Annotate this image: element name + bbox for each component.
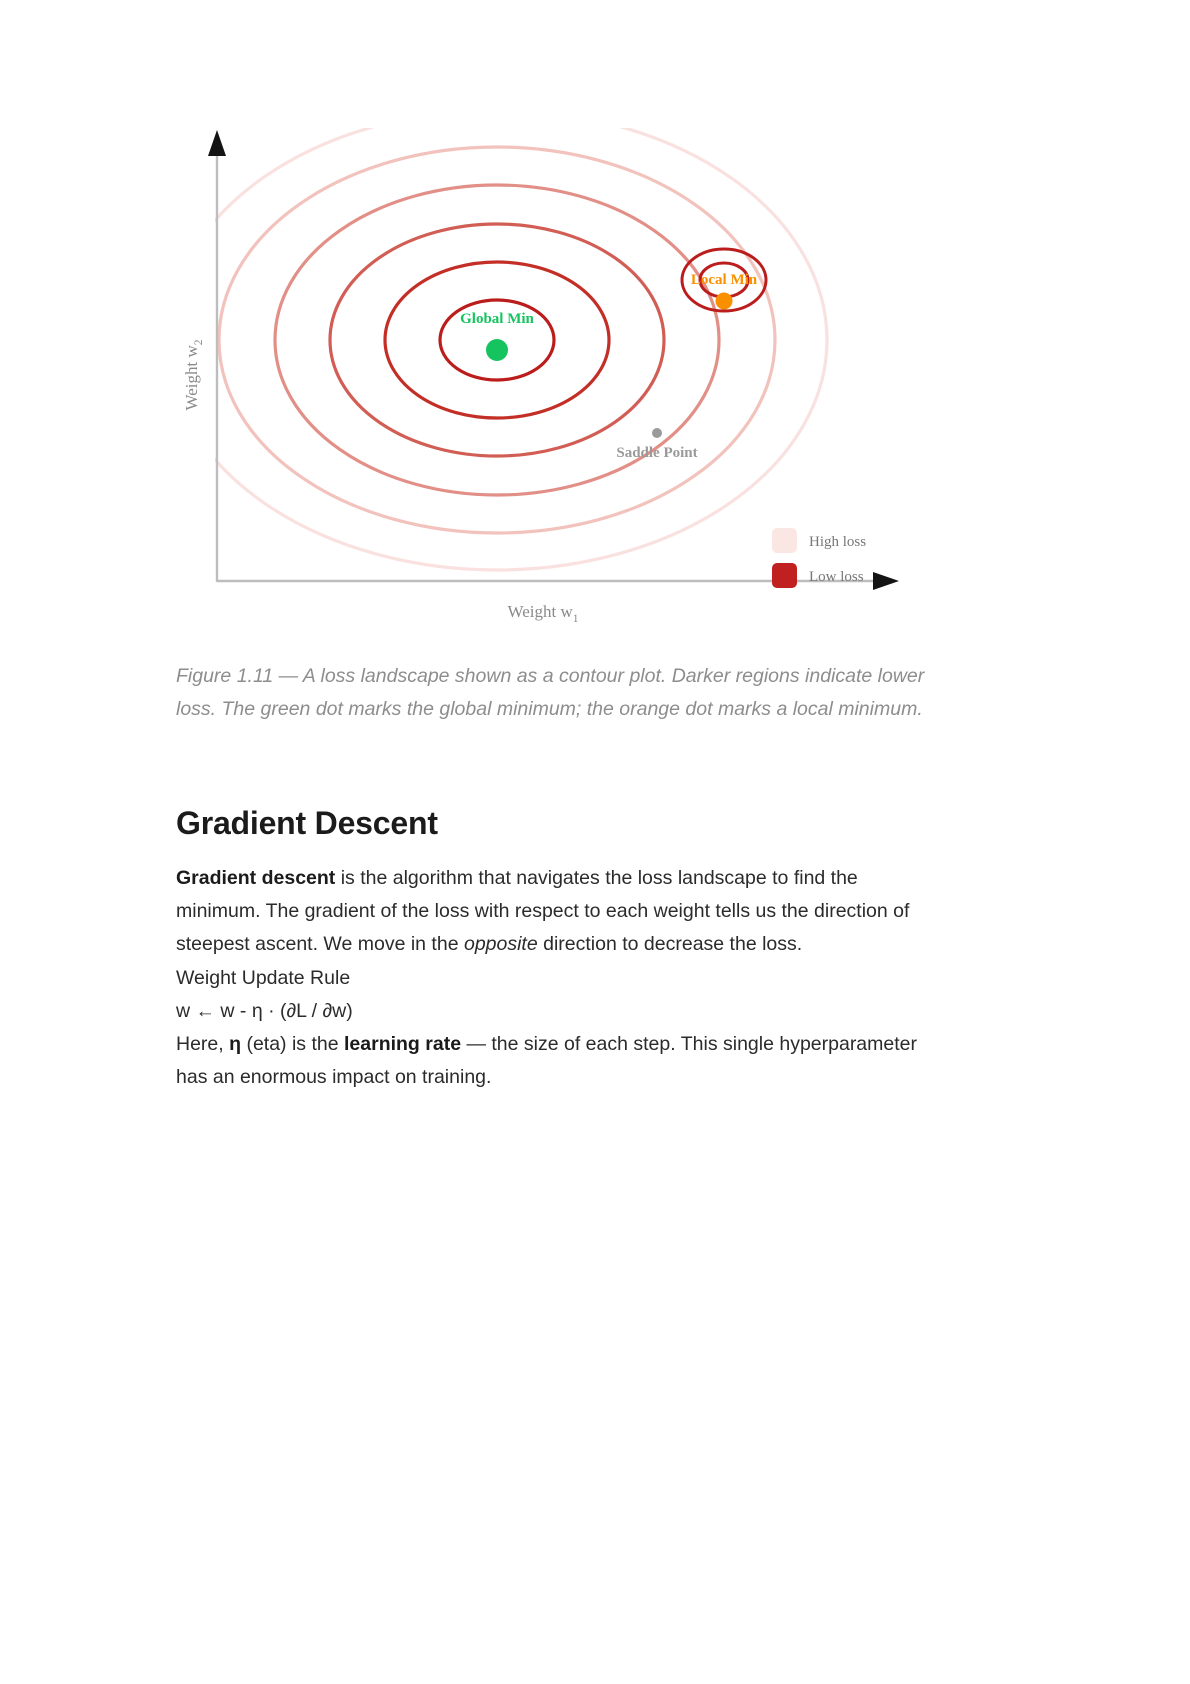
- y-axis-arrowhead: [208, 130, 226, 156]
- x-axis-label: Weight $w_1$: [507, 602, 579, 625]
- paragraph-italic-opposite: opposite: [463, 932, 538, 955]
- paragraph-weight-update: [176, 962, 936, 1094]
- legend-label-high-loss: High loss: [809, 534, 867, 550]
- y-axis-label: Weight $w_2$: [182, 339, 205, 411]
- local-min-label: Local Min: [690, 272, 758, 288]
- x-axis-arrowhead: [873, 572, 899, 590]
- legend-swatch-low-loss: [772, 563, 797, 588]
- weight-update-rule-title: Weight Update Rule: [176, 967, 351, 989]
- local-min-dot: [716, 293, 733, 310]
- contour-plot-svg: [175, 120, 975, 640]
- learning-rate-bold: learning rate: [344, 1033, 462, 1055]
- saddle-point-dot: [652, 428, 662, 438]
- legend-label-low-loss: Low loss: [809, 569, 864, 585]
- learning-rate-text-b: (eta) is the: [241, 1033, 344, 1055]
- loss-landscape-figure: [175, 120, 975, 640]
- paragraph-lead-bold: Gradient descent: [176, 866, 336, 889]
- learning-rate-text-a: Here,: [176, 1033, 230, 1055]
- weight-update-formula: w ← w - η · (∂L / ∂w): [176, 1000, 353, 1022]
- paragraph-text-a: is the algorithm that navigates the loss landscape to find the minimum. The gradient of the loss with respect to each weight tells us the direction of steepest ascent. We move in the: [176, 866, 910, 955]
- learning-rate-text-c: — the size of each step. This single hyperparameter has an enormous impact on training.: [176, 1033, 918, 1088]
- saddle-point-label: Saddle Point: [616, 445, 698, 461]
- legend: [772, 528, 866, 588]
- paragraph-text-b: direction to decrease the loss.: [537, 932, 803, 955]
- page-title: Gradient Descent: [176, 804, 438, 841]
- global-min-label: Global Min: [460, 311, 534, 327]
- legend-swatch-high-loss: [772, 528, 797, 553]
- global-min-dot: [486, 339, 508, 361]
- paragraph-gradient-descent: [176, 862, 936, 961]
- eta-symbol: η: [229, 1033, 242, 1055]
- figure-caption: Figure 1.11 — A loss landscape shown as a contour plot. Darker regions indicate lower loss. The green dot marks the global minimum; the orange dot marks a local minimum.: [176, 665, 925, 720]
